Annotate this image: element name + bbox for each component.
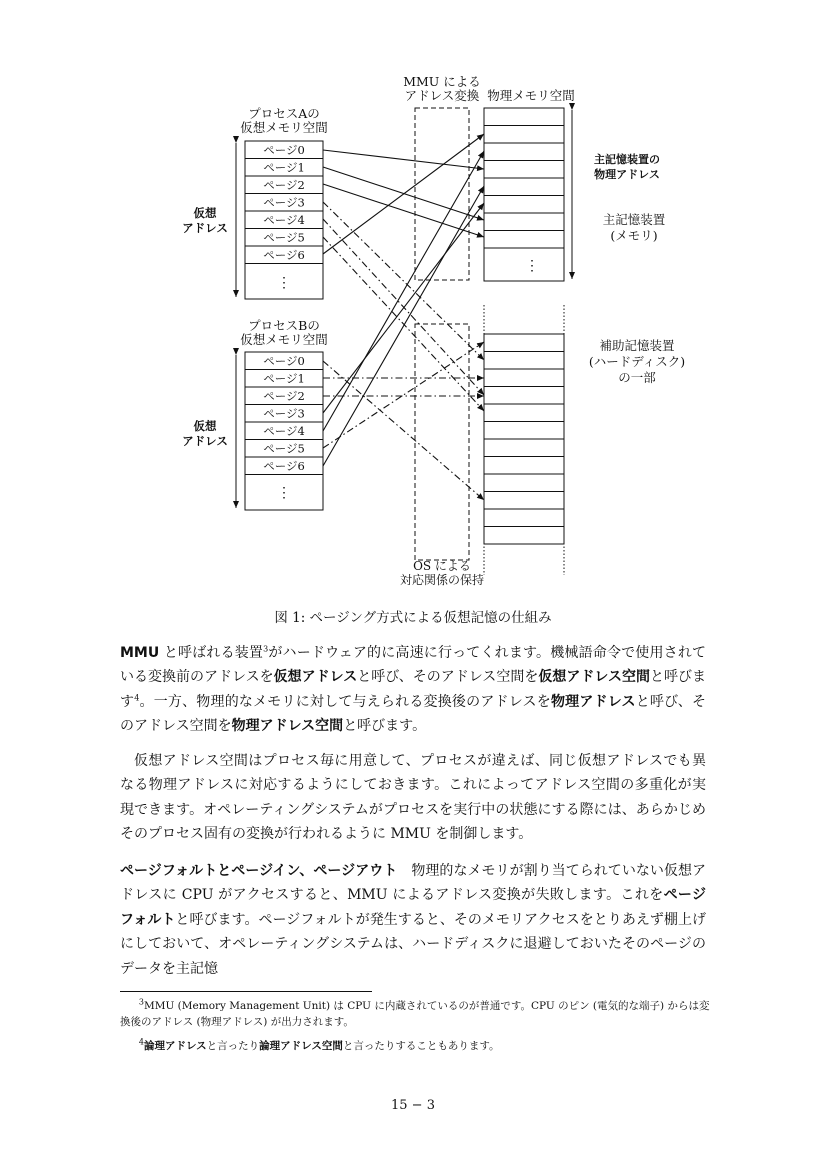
p1-t12: と呼びます。 xyxy=(343,718,427,735)
a-page-6: ページ6 xyxy=(263,248,305,262)
process-a-label-line1: プロセスAの xyxy=(248,106,320,121)
term-physical-address-space: 物理アドレス空間 xyxy=(231,718,344,735)
footnote-3 xyxy=(120,998,710,1030)
physical-ellipsis: ⋮ xyxy=(525,258,539,274)
virtual-address-a-line1: 仮想 xyxy=(193,206,217,220)
process-b-mappings xyxy=(323,151,484,500)
a-page-5: ページ5 xyxy=(263,230,305,245)
main-phys-addr-line1: 主記憶装置の xyxy=(594,153,660,166)
os-label-line1: OS による xyxy=(413,559,471,573)
main-memory-line2: (メモリ) xyxy=(610,228,658,243)
fn4-term-logical-address-space: 論理アドレス空間 xyxy=(259,1040,343,1052)
process-b-label-line2: 仮想メモリ空間 xyxy=(240,332,328,347)
p3-t3: と呼びます。ページフォルトが発生すると、そのメモリアクセスをとりあえず棚上げにしておいて、オペレーティングシステムは、ハードディスクに退避しておいたそのページのデータを主記憶 xyxy=(120,911,706,977)
mmu-box xyxy=(415,108,469,280)
fn4-term-logical-address: 論理アドレス xyxy=(143,1040,207,1052)
fn4-t1: と言ったり xyxy=(206,1040,260,1052)
aux-storage-line1: 補助記憶装置 xyxy=(599,338,675,353)
p1-t2: と呼ばれる装置 xyxy=(159,645,264,661)
main-phys-addr-line2: 物理アドレス xyxy=(594,168,660,181)
a-ellipsis: ⋮ xyxy=(277,275,291,291)
paragraph-2: 仮想アドレス空間はプロセス毎に用意して、プロセスが違えば、同じ仮想アドレスでも異なる物理アドレスに対応するようにしておきます。これによってアドレス空間の多重化が実現できます。オペレーティングシステムがプロセスを実行中の状態にする際には、あらかじめそのプロセス固有の変換が行われるように MMU を制御します。 xyxy=(120,753,706,843)
p1-mmu: MMU xyxy=(120,645,160,661)
term-virtual-address: 仮想アドレス xyxy=(273,669,358,686)
b-page-2: ページ2 xyxy=(263,389,305,403)
term-page-fault: ページフォルト xyxy=(120,887,706,928)
term-physical-address: 物理アドレス xyxy=(550,693,636,710)
footnote-divider xyxy=(120,991,372,992)
page-number: 15 − 3 xyxy=(391,1098,435,1113)
a-page-1: ページ1 xyxy=(263,160,305,175)
b-page-6: ページ6 xyxy=(263,459,305,473)
p1-t8: 。一方、物理的なメモリに対して与えられる変換後のアドレスを xyxy=(139,693,551,710)
aux-storage-line2: (ハードディスク) xyxy=(588,354,686,369)
mmu-label-line1: MMU による xyxy=(403,74,481,89)
fn4-num: 4 xyxy=(138,1037,144,1047)
fn3-num: 3 xyxy=(138,997,144,1007)
fn3-text: MMU (Memory Management Unit) は CPU に内蔵されているのが普通です。CPU のピン (電気的な端子) からは変換後のアドレス (物理アドレス) が出力されます。 xyxy=(120,1000,710,1028)
mmu-label-line2: アドレス変換 xyxy=(404,88,480,103)
section-heading-page-fault: ページフォルトとページイン、ページアウト xyxy=(120,863,398,879)
p1-t7: と呼びます xyxy=(120,669,706,710)
process-a-page-labels xyxy=(263,143,305,291)
b-page-1: ページ1 xyxy=(263,371,305,386)
b-page-0: ページ0 xyxy=(263,354,305,368)
a-page-3: ページ3 xyxy=(263,195,305,210)
os-box xyxy=(415,324,469,560)
figure-caption: 図 1: ページング方式による仮想記憶の仕組み xyxy=(274,610,552,626)
a-page-2: ページ2 xyxy=(263,178,305,192)
b-page-5: ページ5 xyxy=(263,441,305,456)
process-a-mappings xyxy=(323,134,484,411)
virtual-address-b-line1: 仮想 xyxy=(193,419,217,433)
physical-memory-label: 物理メモリ空間 xyxy=(487,88,575,103)
process-b-page-labels xyxy=(263,354,305,501)
p1-t5: と呼び、そのアドレス空間を xyxy=(357,669,539,686)
virtual-address-a-line2: アドレス xyxy=(182,221,228,235)
process-a-label-line2: 仮想メモリ空間 xyxy=(240,120,328,135)
main-memory-line1: 主記憶装置 xyxy=(602,212,666,227)
fn-ref-3[interactable]: 3 xyxy=(263,644,269,654)
os-label-line2: 対応関係の保持 xyxy=(399,573,485,587)
b-ellipsis: ⋮ xyxy=(277,485,291,501)
physical-memory-box xyxy=(484,108,564,281)
fn4-t2: と言ったりすることもあります。 xyxy=(342,1040,500,1052)
p3-t1: 物理的なメモリが割り当てられていない仮想アドレスに CPU がアクセスすると、MMU によるアドレス変換が失敗します。これを xyxy=(120,863,707,904)
fn-ref-4[interactable]: 4 xyxy=(134,693,140,703)
b-page-4: ページ4 xyxy=(263,424,305,438)
p1-t10: と呼び、そのアドレス空間を xyxy=(120,693,706,735)
process-b-label-line1: プロセスBの xyxy=(248,318,320,333)
term-virtual-address-space: 仮想アドレス空間 xyxy=(538,669,650,686)
b-page-3: ページ3 xyxy=(263,406,305,421)
a-page-0: ページ0 xyxy=(263,143,305,157)
aux-storage-box xyxy=(484,334,564,544)
p1-t3: がハードウェア的に高速に行ってくれます。機械語命令で使用されている変換前のアドレスを xyxy=(120,645,706,686)
footnote-4 xyxy=(120,1038,710,1054)
paragraph-1 xyxy=(120,641,706,739)
paragraph-3 xyxy=(120,859,706,981)
aux-storage-line3: の一部 xyxy=(618,370,656,385)
a-page-4: ページ4 xyxy=(263,213,305,227)
virtual-address-b-line2: アドレス xyxy=(182,434,228,448)
